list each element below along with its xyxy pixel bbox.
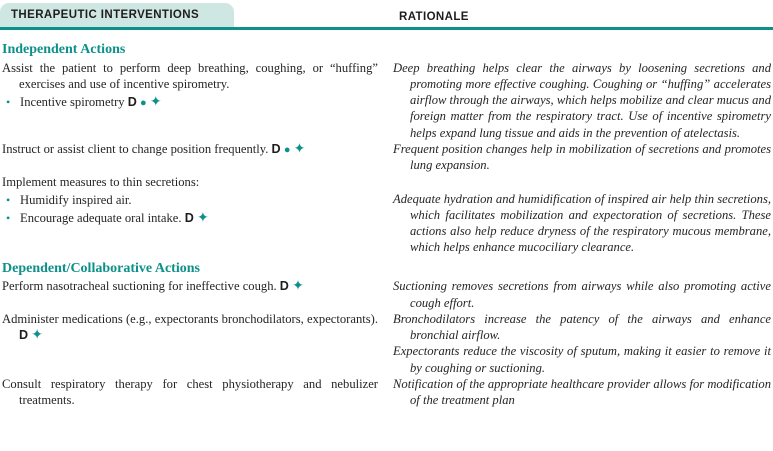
intervention-text-span: Instruct or assist client to change position frequently. xyxy=(2,141,269,156)
rationale-cell xyxy=(393,376,771,409)
rationale-cell xyxy=(393,311,771,376)
star-icon: ✦ xyxy=(31,328,43,344)
intervention-text xyxy=(2,311,378,345)
table-row xyxy=(2,376,771,409)
table-row xyxy=(2,311,771,376)
list-item xyxy=(2,94,378,111)
table-row xyxy=(2,60,771,141)
column-header-rationale: RATIONALE xyxy=(399,11,469,23)
rationale-cell xyxy=(393,141,771,174)
intervention-text xyxy=(2,278,378,295)
intervention-text xyxy=(2,141,378,158)
star-icon: ✦ xyxy=(292,279,304,295)
bullet-icon: • xyxy=(6,211,11,226)
table-body xyxy=(2,30,771,409)
bullet-text: Encourage adequate oral intake. xyxy=(20,211,182,226)
delegation-marker: D xyxy=(19,328,29,343)
star-icon: ✦ xyxy=(149,95,162,111)
rationale-cell xyxy=(393,174,771,256)
delegation-marker: D xyxy=(271,141,281,156)
rationale-text: Bronchodilators increase the patency of the airways and enhance bronchial airflow. xyxy=(393,311,771,343)
bullet-icon: • xyxy=(6,95,11,110)
rationale-text: Notification of the appropriate healthcare provider allows for modification of the treatment plan xyxy=(393,377,771,408)
intervention-cell xyxy=(2,141,378,174)
rationale-cell xyxy=(393,278,771,311)
intervention-cell xyxy=(2,311,378,376)
intervention-text: Consult respiratory therapy for chest physiotherapy and nebulizer treatments. xyxy=(2,377,378,408)
intervention-text-span: Perform nasotracheal suctioning for ineffective cough. xyxy=(2,279,277,294)
bullet-text: Incentive spirometry xyxy=(20,95,125,110)
intervention-text-span: Administer medications (e.g., expectorants bronchodilators, expectorants). xyxy=(2,311,378,326)
circle-icon: ● xyxy=(283,143,291,156)
section-heading-independent: Independent Actions xyxy=(2,42,126,57)
delegation-marker: D xyxy=(127,95,137,110)
table-row xyxy=(2,141,771,174)
star-icon: ✦ xyxy=(293,141,306,157)
intervention-cell xyxy=(2,60,378,141)
section-heading-dependent: Dependent/Collaborative Actions xyxy=(2,260,200,276)
rationale-text: Suctioning removes secretions from airways while also promoting active cough effort. xyxy=(393,279,771,310)
intervention-cell xyxy=(2,278,378,311)
intervention-text: Implement measures to thin secretions: xyxy=(2,174,200,189)
table-row xyxy=(2,174,771,256)
delegation-marker: D xyxy=(279,279,289,294)
rationale-text: Adequate hydration and humidification of inspired air help thin secretions, which facilitates mobilization and expectoration of secretions. These actions also help reduce dryness of the respiratory mucous membrane, which helps enhance mucociliary clearance. xyxy=(393,191,771,255)
bullet-icon: • xyxy=(6,192,11,207)
intervention-cell xyxy=(2,376,378,409)
delegation-marker: D xyxy=(184,211,194,226)
interventions-header-tab xyxy=(0,3,234,27)
rationale-cell xyxy=(393,60,771,141)
rationale-text: Frequent position changes help in mobilization of secretions and promotes lung expansion. xyxy=(393,141,771,173)
list-item xyxy=(2,210,378,227)
list-item xyxy=(2,192,378,208)
star-icon: ✦ xyxy=(196,211,209,227)
column-header-interventions: THERAPEUTIC INTERVENTIONS xyxy=(11,8,200,21)
rationale-text: Expectorants reduce the viscosity of sputum, making it easier to remove it by coughing or suctioning. xyxy=(393,344,771,375)
intervention-text: Assist the patient to perform deep breathing, coughing, or “huffing” exercises and use of incentive spirometry. xyxy=(2,60,378,91)
rationale-text: Deep breathing helps clear the airways by loosening secretions and promoting more effective coughing. Coughing or “huffing” accelerates airflow through the airways, which helps mobilize and clear mucus and foreign matter from the respiratory tract. Use of incentive spirometry helps expand lung tissue and aids in the prevention of atelectasis. xyxy=(393,60,771,140)
intervention-cell xyxy=(2,174,378,256)
table-row xyxy=(2,278,771,311)
circle-icon: ● xyxy=(140,97,147,110)
bullet-text: Humidify inspired air. xyxy=(20,192,132,207)
